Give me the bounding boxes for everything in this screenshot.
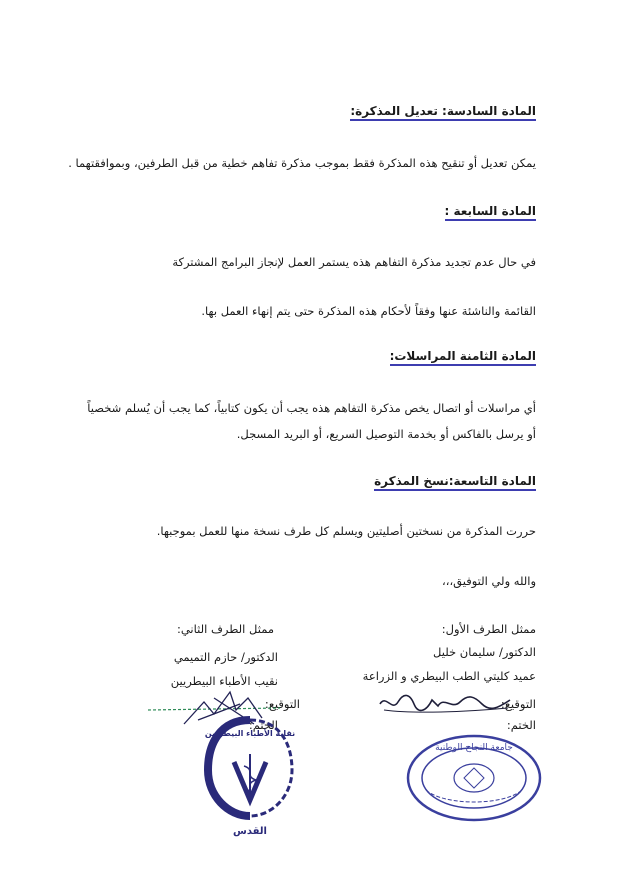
party2-signature-label: التوقيع: <box>264 697 300 711</box>
article8-heading: المادة الثامنة المراسلات: <box>390 349 536 366</box>
party2-position: نقيب الأطباء البيطريين <box>170 674 278 688</box>
party1-name: الدكتور/ سليمان خليل <box>433 645 536 659</box>
article8-line1: أي مراسلات أو اتصال يخص مذكرة التفاهم هذه يجب أن يكون كتابياً، كما يجب أن يُسلم شخصياً <box>87 401 536 415</box>
party2-stamp-city: القدس <box>233 826 267 837</box>
closing-text: والله ولي التوفيق،،، <box>442 574 536 588</box>
article8-line2: أو يرسل بالفاكس أو بخدمة التوصيل السريع، أو البريد المسجل. <box>236 427 536 441</box>
article7-heading: المادة السابعة : <box>445 204 536 221</box>
article6-text: يمكن تعديل أو تنقيح هذه المذكرة فقط بموجب مذكرة تفاهم خطية من قبل الطرفين، وبموافقتهما . <box>68 156 536 170</box>
party2-stamp-text: نقابة الأطباء البيطريين <box>204 729 296 738</box>
party1-signature <box>374 690 516 716</box>
article9-text: حررت المذكرة من نسختين أصليتين ويسلم كل طرف نسخة منها للعمل بموجبها. <box>156 524 536 538</box>
party2-name: الدكتور/ حازم التميمي <box>173 650 278 664</box>
party1-signature-label: التوقيع: <box>500 697 536 711</box>
party2-title: ممثل الطرف الثاني: <box>176 622 274 636</box>
article9-heading: المادة التاسعة:نسخ المذكرة <box>374 474 536 491</box>
party1-position: عميد كليتي الطب البيطري و الزراعة <box>362 669 536 683</box>
party1-title: ممثل الطرف الأول: <box>441 622 536 636</box>
party2-stamp-seal <box>200 714 300 842</box>
article7-line1: في حال عدم تجديد مذكرة التفاهم هذه يستمر العمل لإنجاز البرامج المشتركة <box>172 255 536 269</box>
party1-stamp-seal <box>404 732 544 824</box>
party1-stamp-label: الختم: <box>506 718 536 732</box>
article6-heading: المادة السادسة: تعديل المذكرة: <box>350 104 536 121</box>
party1-stamp-text: جامعة النجاح الوطنية <box>435 743 513 753</box>
party2-stamp-label: الختم: <box>248 718 278 732</box>
article7-line2: القائمة والناشئة عنها وفقاً لأحكام هذه المذكرة حتى يتم إنهاء العمل بها. <box>201 304 536 318</box>
